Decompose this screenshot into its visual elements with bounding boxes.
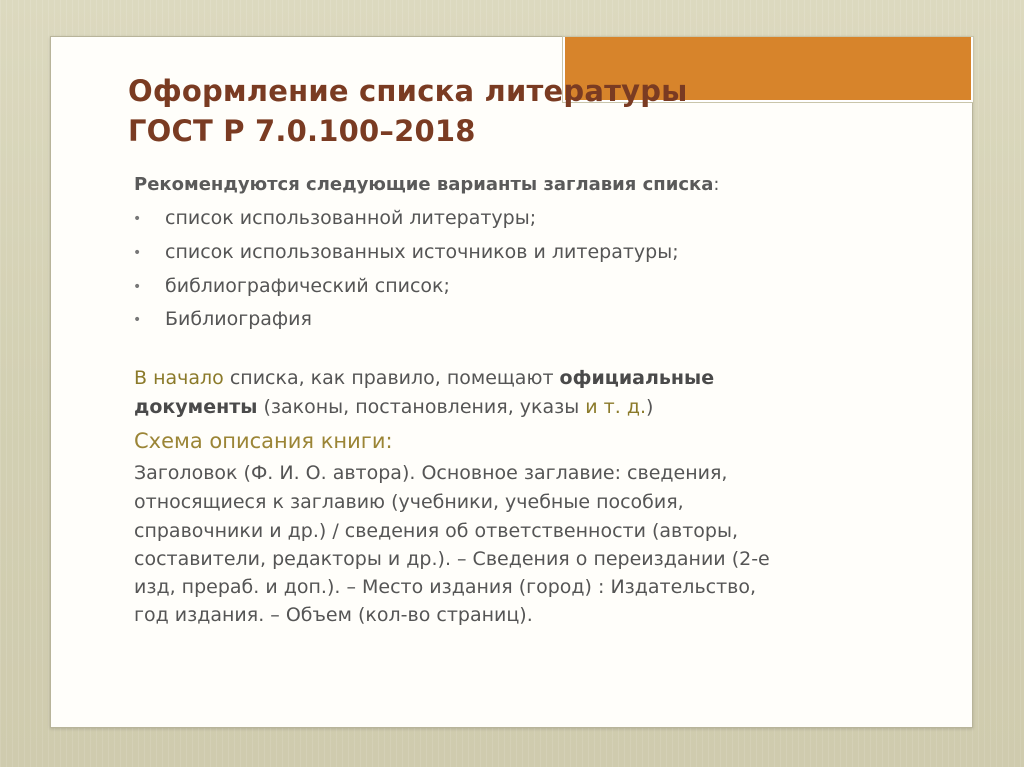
schema-line: относящиеся к заглавию (учебники, учебные пособия,: [134, 491, 684, 513]
bullet-icon: •: [133, 279, 142, 295]
schema-line: справочники и др.) / сведения об ответственности (авторы,: [134, 520, 739, 542]
subtitle-text: Рекомендуются следующие варианты заглавия списка: [134, 174, 714, 195]
schema-line: изд, прераб. и доп.). – Место издания (город) : Издательство,: [134, 576, 757, 598]
paragraph-text: (законы, постановления, указы: [257, 396, 586, 418]
list-item: список использованной литературы;: [165, 207, 537, 229]
paragraph-line: [134, 396, 653, 418]
schema-heading: Схема описания книги:: [134, 429, 393, 453]
list-item: библиографический список;: [165, 275, 450, 297]
bullet-icon: •: [133, 245, 142, 261]
schema-line: Заголовок (Ф. И. О. автора). Основное заглавие: сведения,: [134, 462, 728, 484]
list-item: Библиография: [165, 308, 312, 330]
paragraph-text: ): [646, 396, 654, 418]
bullet-icon: •: [133, 211, 142, 227]
paragraph-line: [134, 367, 714, 389]
list-item: список использованных источников и литературы;: [165, 241, 679, 263]
subtitle-colon: :: [713, 174, 720, 195]
paragraph-strong: официальные: [559, 367, 715, 389]
schema-line: год издания. – Объем (кол-во страниц).: [134, 604, 533, 626]
slide-title-line2: ГОСТ Р 7.0.100–2018: [128, 114, 476, 148]
schema-line: составители, редакторы и др.). – Сведения о переиздании (2-е: [134, 548, 770, 570]
paragraph-accent: В начало: [134, 367, 224, 389]
slide-title-line1: Оформление списка литературы: [128, 74, 688, 108]
bullet-icon: •: [133, 312, 142, 328]
subtitle: [134, 174, 719, 195]
paragraph-strong: документы: [134, 396, 258, 418]
paragraph-accent: и т. д.: [585, 396, 647, 418]
paragraph-text: списка, как правило, помещают: [223, 367, 560, 389]
